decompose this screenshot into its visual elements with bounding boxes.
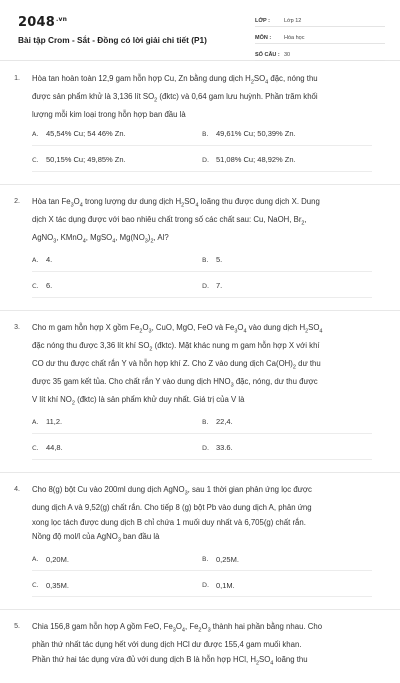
option-text: 0,35M.	[46, 580, 69, 590]
question-divider	[0, 472, 400, 473]
answer-option[interactable]	[32, 553, 202, 571]
question-line	[0, 213, 400, 231]
meta-key: MÔN :	[255, 35, 272, 41]
option-text: 4.	[46, 255, 53, 265]
option-text: 0,1M.	[216, 580, 235, 590]
answer-option[interactable]	[202, 442, 372, 460]
question-divider	[0, 609, 400, 610]
option-text: 22,4.	[216, 417, 233, 427]
option-letter: B.	[202, 555, 209, 564]
page-header	[0, 0, 400, 61]
question-text: phần thứ nhất tác dụng hết với dung dịch HCl dư được 155,4 gam muối khan.	[32, 640, 302, 650]
option-text: 44,8.	[46, 443, 63, 453]
question-line	[0, 620, 400, 638]
question-text: lượng mỗi kim loại trong hỗn hợp ban đầu là	[32, 110, 186, 120]
question-number	[0, 501, 32, 516]
option-text: 45,54% Cu; 54 46% Zn.	[46, 129, 126, 139]
question-number	[0, 213, 32, 231]
question-text: V lít khí $NO_2$ (đktc) là sản phẩm khử duy nhất. Giá trị của V là	[32, 394, 245, 407]
answer-option[interactable]	[202, 579, 372, 597]
question-line	[0, 393, 400, 411]
option-text: 33.6.	[216, 443, 233, 453]
answer-options	[32, 254, 372, 298]
option-text: 0,25M.	[216, 554, 239, 564]
answer-option[interactable]	[202, 154, 372, 172]
option-letter: B.	[202, 255, 209, 264]
question-item	[0, 195, 400, 298]
question-line	[0, 375, 400, 393]
question-text: đặc nóng thu được 3,36 lít khí $SO_2$ (đktc). Mặt khác nung m gam hỗn hợp X với khí	[32, 340, 320, 353]
question-number	[0, 530, 32, 548]
question-line	[0, 321, 400, 339]
question-text: CO dư thu được chất rắn Y và hỗn hợp khí Z. Cho Z vào dung dịch $Ca(OH)_2$ dư thu	[32, 358, 321, 371]
option-text: 49,61% Cu; 50,39% Zn.	[216, 129, 296, 139]
option-letter: D.	[202, 443, 210, 452]
question-line	[0, 638, 400, 653]
answer-options	[32, 128, 372, 172]
question-number: 5.	[14, 623, 20, 631]
question-list	[0, 72, 400, 683]
question-number	[0, 90, 32, 108]
question-number: 4.	[14, 485, 20, 493]
question-line	[0, 195, 400, 213]
question-line	[0, 501, 400, 516]
question-text: được sản phẩm khử là 3,136 lít $SO_2$ (đktc) và 0,64 gam lưu huỳnh. Phần trăm khối	[32, 92, 318, 104]
question-number	[0, 638, 32, 653]
answer-option[interactable]	[202, 254, 372, 272]
answer-option[interactable]	[202, 128, 372, 146]
question-number	[0, 231, 32, 249]
question-line	[0, 231, 400, 249]
question-text: dịch X tác dụng được với bao nhiêu chất trong số các chất sau: Cu, NaOH, $Br_2$,	[32, 214, 307, 227]
question-number	[0, 357, 32, 375]
question-number	[0, 653, 32, 671]
meta-row-class	[255, 14, 385, 27]
meta-value: Lớp 12	[284, 18, 302, 24]
option-letter: B.	[202, 417, 209, 426]
question-text: Cho 8(g) bột Cu vào 200ml dung dịch AgNO$_3$, sau 1 thời gian phản ứng lọc được	[32, 484, 312, 497]
question-divider	[0, 184, 400, 185]
question-item	[0, 620, 400, 671]
option-text: 0,20M.	[46, 554, 69, 564]
question-number: 3.	[14, 323, 20, 331]
question-line	[0, 483, 400, 501]
question-line	[0, 516, 400, 531]
question-item	[0, 321, 400, 460]
question-text: Cho m gam hỗn hợp X gồm $Fe_2O_3$, CuO, MgO, FeO và $Fe_3O_4$ vào dung dịch $H_2SO_4$	[32, 322, 323, 335]
question-number	[0, 516, 32, 531]
site-logo[interactable]	[18, 15, 67, 30]
answer-option[interactable]	[32, 128, 202, 146]
answer-option[interactable]	[32, 442, 202, 460]
question-number: 2.	[14, 197, 20, 205]
question-item	[0, 72, 400, 172]
question-line	[0, 357, 400, 375]
option-letter: B.	[202, 129, 209, 138]
option-letter: C.	[32, 155, 39, 164]
option-letter: C.	[32, 581, 39, 590]
question-text: Hòa tan hoàn toàn 12,9 gam hỗn hợp Cu, Zn bằng dung dịch $H_2SO_4$ đặc, nóng thu	[32, 74, 318, 86]
question-text: Nồng độ mol/l của AgNO$_3$ ban đầu là	[32, 532, 160, 544]
answer-option[interactable]	[32, 154, 202, 172]
option-text: 6.	[46, 281, 53, 291]
option-text: 50,15% Cu; 49,85% Zn.	[46, 155, 126, 165]
question-number	[0, 375, 32, 393]
option-letter: C.	[32, 443, 39, 452]
logo-suffix: .vn	[55, 15, 68, 23]
option-letter: C.	[32, 281, 39, 290]
question-number	[0, 108, 32, 123]
answer-option[interactable]	[202, 553, 372, 571]
answer-option[interactable]	[202, 280, 372, 298]
question-line	[0, 530, 400, 548]
answer-option[interactable]	[32, 579, 202, 597]
answer-options	[32, 553, 372, 597]
answer-option[interactable]	[32, 416, 202, 434]
meta-value: Hóa học	[284, 35, 305, 41]
question-text: xong lọc tách được dung dịch B chỉ chứa 1 muối duy nhất và 6,705(g) chất rắn.	[32, 517, 306, 527]
option-letter: A.	[32, 417, 39, 426]
question-divider	[0, 310, 400, 311]
question-text: được 35 gam kết tủa. Cho chất rắn Y vào dung dịch $HNO_3$ đặc, nóng, dư thu được	[32, 376, 318, 389]
question-text: dung dịch A và 9,52(g) chất rắn. Cho tiếp 8 (g) bột Pb vào dung dịch A, phản ứng	[32, 503, 312, 513]
option-letter: D.	[202, 581, 210, 590]
question-text: Phần thứ hai tác dụng vừa đủ với dung dịch B là hỗn hợp HCl, $H_2SO_4$ loãng thu	[32, 654, 308, 667]
question-number	[0, 393, 32, 411]
option-text: 7.	[216, 281, 223, 291]
question-text: AgNO$_3$, KMnO$_4$, MgSO$_4$, $Mg(NO_3)_2$, Al?	[32, 232, 169, 245]
answer-option[interactable]	[32, 280, 202, 298]
option-letter: A.	[32, 255, 39, 264]
option-text: 51,08% Cu; 48,92% Zn.	[216, 155, 296, 165]
document-meta	[255, 14, 385, 65]
question-line	[0, 339, 400, 357]
option-text: 5.	[216, 255, 223, 265]
question-line	[0, 108, 400, 123]
logo-text: 2048	[18, 15, 55, 30]
meta-value: 30	[284, 52, 291, 58]
meta-row-subject	[255, 31, 385, 44]
option-letter: D.	[202, 281, 210, 290]
option-letter: A.	[32, 555, 39, 564]
answer-option[interactable]	[32, 254, 202, 272]
question-text: Hòa $\tan Fe_3O_4$ trong lượng dư dung dịch $H_2SO_4$ loãng thu được dung dịch X. Dung	[32, 196, 320, 209]
question-line	[0, 90, 400, 108]
question-line	[0, 72, 400, 90]
question-text: Chia 156,8 gam hỗn hợp A gồm FeO, $Fe_3O_4$, $Fe_2O_3$ thành hai phần bằng nhau. Cho	[32, 622, 323, 634]
meta-key: LỚP :	[255, 18, 270, 24]
meta-row-count	[255, 48, 385, 61]
option-letter: D.	[202, 155, 210, 164]
document-title: Bài tập Crom - Sắt - Đồng có lời giải chi tiết (P1)	[18, 35, 207, 45]
option-letter: A.	[32, 129, 39, 138]
question-line	[0, 653, 400, 671]
option-text: 11,2.	[46, 417, 63, 427]
answer-option[interactable]	[202, 416, 372, 434]
meta-key: SỐ CÂU :	[255, 52, 280, 58]
answer-options	[32, 416, 372, 460]
question-number	[0, 339, 32, 357]
question-number: 1.	[14, 75, 20, 82]
question-item	[0, 483, 400, 597]
